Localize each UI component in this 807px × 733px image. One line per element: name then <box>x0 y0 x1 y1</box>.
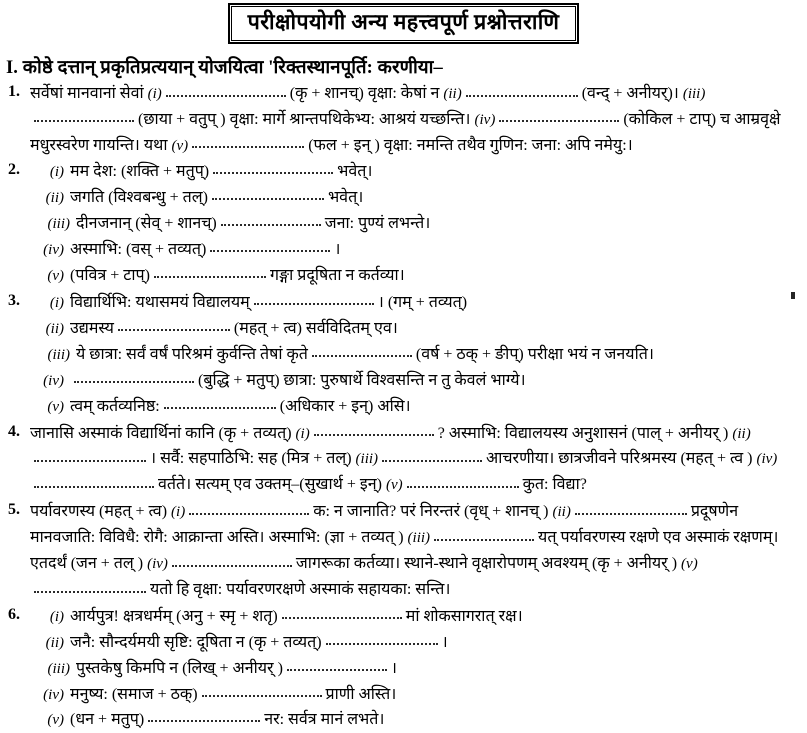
sentence-text: (कृ + शानच्) वृक्षा: केषां न <box>289 84 444 102</box>
question-body <box>30 81 799 159</box>
roman-numeral: (v) <box>47 712 64 729</box>
blank-field[interactable] <box>34 584 146 593</box>
blank-field[interactable] <box>166 88 286 97</box>
sentence-text-after: (अधिकार + इन्) असि। <box>279 397 411 415</box>
blank-field[interactable] <box>575 506 687 515</box>
blank-field[interactable] <box>74 374 194 383</box>
sentence-text-after: । <box>441 633 448 651</box>
question-number: 5. <box>8 501 20 519</box>
roman-numeral: (iii) <box>355 451 379 468</box>
question-number: 4. <box>8 422 20 440</box>
sub-item <box>30 394 799 420</box>
sentence-text: क: न जानाति? परं निरन्तरं (वृध् + शानच् ) <box>313 503 553 521</box>
blank-field[interactable] <box>164 400 276 409</box>
sentence-text-after: (बुद्धि + मतुप्) छात्रा: पुरुषार्थे विश्वसन्ति न तु केवलं भाग्ये। <box>198 371 526 389</box>
roman-numeral: (ii) <box>45 320 64 337</box>
blank-field[interactable] <box>202 688 322 697</box>
blank-field[interactable] <box>326 636 438 645</box>
sentence-text-before: ये छात्रा: सर्वं वर्षं परिश्रमं कुर्वन्ति तेषां कृते <box>76 345 308 363</box>
sentence-text: आचरणीया। छात्रजीवने परिश्रमस्य (महत् + त्व ) <box>486 450 757 468</box>
sentence-text: पर्यावरणस्य (महत् + त्व) <box>30 503 172 521</box>
sentence-text: सर्वेषां मानवानां सेवां <box>30 84 148 102</box>
question-number: 6. <box>8 605 20 623</box>
roman-numeral: (v) <box>47 268 64 285</box>
sentence-text: (कोकिल + टाप्) च आम्रवृक्षे मधुरस्वरेण गायन्ति। यथा <box>30 110 781 154</box>
sentence-text: ? अस्माभि: विद्यालयस्य अनुशासनं (पाल् + अनीयर् ) <box>437 424 733 442</box>
question-6 <box>4 604 799 733</box>
roman-numeral: (i) <box>171 504 186 521</box>
sentence-text-before: उद्यमस्य <box>70 319 114 337</box>
blank-field[interactable] <box>118 322 230 331</box>
sentence-text-before: (पवित्र + टाप्) <box>70 267 150 285</box>
roman-numeral: (ii) <box>732 425 751 442</box>
roman-numeral: (i) <box>49 294 64 311</box>
blank-field[interactable] <box>212 191 324 200</box>
sentence-text-before: आर्यपुत्र! क्षत्रधर्मम् (अनु + स्मृ + शतृ) <box>70 607 278 625</box>
sentence-text: (वन्द् + अनीयर्)। <box>581 84 683 102</box>
roman-numeral: (ii) <box>552 504 571 521</box>
sentence-text: । सर्वै: सहपाठिभि: सह (मित्र + तल्) <box>150 450 356 468</box>
roman-numeral: (iii) <box>47 346 70 363</box>
blank-field[interactable] <box>254 296 374 305</box>
blank-field[interactable] <box>34 453 146 462</box>
blank-field[interactable] <box>312 348 412 357</box>
sentence-text-after: गङ्गा प्रदूषिता न कर्तव्या। <box>269 267 405 285</box>
question-body <box>30 421 799 499</box>
sentence-text-after: जना: पुण्यं लभन्ते। <box>324 215 431 233</box>
title-box-inner <box>231 6 577 41</box>
blank-field[interactable] <box>213 165 333 174</box>
blank-field[interactable] <box>407 479 519 488</box>
sentence-text: यतो हि वृक्षा: पर्यावरणरक्षणे अस्माकं सहायका: सन्ति। <box>150 580 451 598</box>
sub-item <box>30 707 799 733</box>
sub-item <box>30 630 799 656</box>
question-body <box>30 159 799 289</box>
blank-field[interactable] <box>34 479 154 488</box>
blank-field[interactable] <box>382 453 482 462</box>
sentence-text-before: मनुष्य: (समाज + ठक्) <box>70 685 198 703</box>
sentence-text-before: त्वम् कर्तव्यनिष्ठ: <box>70 397 160 415</box>
sentence-text-before: विद्यार्थिभि: यथासमयं विद्यालयम् <box>70 293 250 311</box>
roman-numeral: (v) <box>681 556 698 573</box>
instruction-marker: I. <box>6 57 19 78</box>
roman-numeral: (i) <box>49 608 64 625</box>
roman-numeral: (iv) <box>43 372 64 389</box>
blank-field[interactable] <box>221 217 321 226</box>
roman-numeral: (iv) <box>147 556 168 573</box>
sentence-text-before: दीनजनान् (सेव् + शानच्) <box>76 215 217 233</box>
blank-field[interactable] <box>287 662 387 671</box>
sentence-text: (छाया + वतुप् ) वृक्षा: मार्गे श्रान्तपथिकेभ्य: आश्रयं यच्छन्ति। <box>138 110 475 128</box>
roman-numeral: (i) <box>49 164 64 181</box>
roman-numeral: (iv) <box>474 111 496 128</box>
roman-numeral: (v) <box>47 398 64 415</box>
question-body <box>30 499 799 603</box>
roman-numeral: (ii) <box>45 634 64 651</box>
question-body <box>30 290 799 420</box>
sub-item <box>30 342 799 368</box>
sentence-text-before: (धन + मतुप्) <box>70 711 145 729</box>
question-number: 3. <box>8 291 20 309</box>
roman-numeral: (iii) <box>407 530 431 547</box>
roman-numeral: (iv) <box>43 242 64 259</box>
sub-item <box>30 656 799 682</box>
blank-field[interactable] <box>314 427 434 436</box>
blank-field[interactable] <box>34 113 134 122</box>
roman-numeral: (ii) <box>45 190 64 207</box>
blank-field[interactable] <box>148 713 260 722</box>
sentence-text: जानासि अस्माकं विद्यार्थिनां कानि (कृ + तव्यत्) <box>30 424 296 442</box>
sentence-text-after: (वर्ष + ठक् + ङीप्) परीक्षा भयं न जनयति। <box>415 345 654 363</box>
question-5 <box>4 499 799 603</box>
sentence-text-after: (महत् + त्व) सर्वविदितम् एव। <box>233 319 398 337</box>
sub-item <box>30 159 799 185</box>
question-3 <box>4 290 799 420</box>
sub-item <box>30 604 799 630</box>
sentence-text-after: भवेत्। <box>337 163 373 181</box>
page-title: परीक्षोपयोगी अन्य महत्त्वपूर्ण प्रश्नोत्तराणि <box>247 10 560 34</box>
blank-field[interactable] <box>154 269 266 278</box>
roman-numeral: (iv) <box>43 686 64 703</box>
sentence-text-after: भवेत्। <box>327 189 364 207</box>
question-paragraph <box>30 499 799 603</box>
question-number: 1. <box>8 82 20 100</box>
sentence-text-after: । <box>390 659 397 677</box>
blank-field[interactable] <box>172 558 292 567</box>
question-list <box>0 81 807 733</box>
sub-item <box>30 237 799 263</box>
blank-field[interactable] <box>192 139 304 148</box>
question-2 <box>4 159 799 289</box>
blank-field[interactable] <box>499 113 619 122</box>
sub-item <box>30 290 799 316</box>
roman-numeral: (v) <box>385 477 403 494</box>
sentence-text: यत् पर्यावरणस्य रक्षणे एव अस्माकं रक्षणम्। एतदर्थं (जन + तल् ) <box>30 529 779 573</box>
question-number: 2. <box>8 161 20 179</box>
question-paragraph <box>30 421 799 499</box>
sentence-text-after: प्राणी अस्ति। <box>325 685 397 703</box>
sentence-text-before: जनै: सौन्दर्यमयी सृष्टि: दूषिता न (कृ + तव्यत्) <box>70 633 322 651</box>
sub-item <box>30 185 799 211</box>
blank-field[interactable] <box>434 532 534 541</box>
sentence-text: कुत: विद्या? <box>522 476 587 494</box>
sentence-text: जागरूका कर्तव्या। स्थाने-स्थाने वृक्षारोपणम् अवश्यम् (कृ + अनीयर् ) <box>295 555 682 573</box>
sentence-text-after: । (गम् + तव्यत्) <box>377 293 468 311</box>
roman-numeral: (iii) <box>47 660 70 677</box>
sub-item <box>30 316 799 342</box>
blank-field[interactable] <box>189 506 309 515</box>
roman-numeral: (v) <box>171 137 189 154</box>
title-box-outer <box>228 3 580 44</box>
sentence-text: (फल + इन् ) वृक्षा: नमन्ति तथैव गुणिन: जना: अपि नमेयु:। <box>308 136 633 154</box>
roman-numeral: (ii) <box>443 85 462 102</box>
sub-item <box>30 263 799 289</box>
instruction-line <box>6 54 807 79</box>
blank-field[interactable] <box>282 610 402 619</box>
roman-numeral: (i) <box>147 85 162 102</box>
sentence-text-after: । <box>334 241 341 259</box>
question-4 <box>4 421 799 499</box>
sentence-text-before: पुस्तकेषु किमपि न (लिख् + अनीयर् ) <box>76 659 283 677</box>
question-1 <box>4 81 799 159</box>
scan-speck <box>791 292 795 299</box>
sentence-text-before: जगति (विश्वबन्धु + तल्) <box>70 189 208 207</box>
sentence-text-before: मम देश: (शक्ति + मतुप्) <box>70 163 210 181</box>
sub-item <box>30 211 799 237</box>
roman-numeral: (iii) <box>682 85 706 102</box>
sub-item <box>30 682 799 708</box>
roman-numeral: (i) <box>295 425 310 442</box>
sentence-text-after: नर: सर्वत्र मानं लभते। <box>264 711 385 729</box>
blank-field[interactable] <box>210 243 330 252</box>
roman-numeral: (iii) <box>47 216 70 233</box>
question-paragraph <box>30 81 799 159</box>
sub-item <box>30 368 799 394</box>
question-body <box>30 604 799 733</box>
roman-numeral: (iv) <box>756 451 778 468</box>
title-banner <box>0 0 807 44</box>
instruction-text: कोष्ठे दत्तान् प्रकृतिप्रत्ययान् योजयित्वा 'रिक्तस्थानपूर्ति: करणीया– <box>22 57 443 78</box>
sentence-text: वर्तते। सत्यम् एव उक्तम्–(सुखार्थ + इन्) <box>158 476 386 494</box>
blank-field[interactable] <box>466 88 578 97</box>
sentence-text-after: मां शोकसागरात् रक्ष। <box>405 607 523 625</box>
sentence-text: प्रदूषणेन मानवजाति: विविधै: रोगै: आक्रान्ता अस्ति। अस्माभि: (ज्ञा + तव्यत् ) <box>30 503 739 547</box>
sentence-text-before: अस्माभि: (वस् + तव्यत्) <box>70 241 207 259</box>
